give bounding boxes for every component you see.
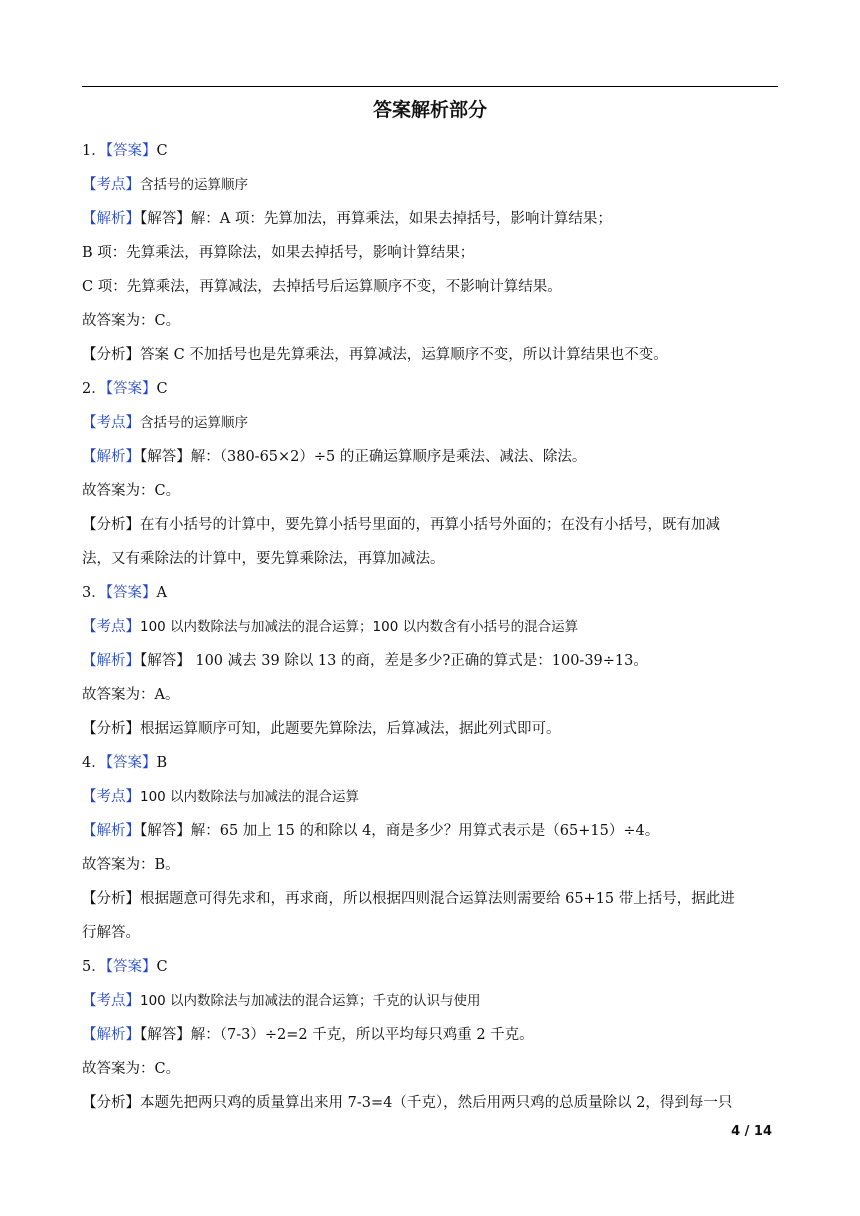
line-text: 【解答】 100 减去 39 除以 13 的商，差是多少?正确的算式是：100-39÷13。 <box>140 653 648 669</box>
point-line <box>82 610 778 644</box>
line-text: 【分析】在有小括号的计算中，要先算小括号里面的，再算小括号外面的；在没有小括号，既有加减 <box>82 517 720 533</box>
point-tag: 【考点】 <box>82 619 140 635</box>
point-line <box>82 780 778 814</box>
top-rule <box>82 86 778 87</box>
answer-value: A <box>156 585 167 601</box>
line-text: 行解答。 <box>82 925 140 941</box>
line-text: 故答案为：B。 <box>82 857 180 873</box>
text-line <box>82 1086 778 1120</box>
text-line <box>82 236 778 270</box>
point-text: 100 以内数除法与加减法的混合运算；千克的认识与使用 <box>140 993 481 1009</box>
answer-value: C <box>156 143 168 159</box>
analysis-line <box>82 644 778 678</box>
point-line <box>82 984 778 1018</box>
analysis-tag: 【解析】 <box>82 449 140 465</box>
text-line <box>82 338 778 372</box>
answer-line <box>82 576 778 610</box>
point-line <box>82 406 778 440</box>
point-text: 含括号的运算顺序 <box>140 415 248 431</box>
point-tag: 【考点】 <box>82 415 140 431</box>
point-text: 100 以内数除法与加减法的混合运算；100 以内数含有小括号的混合运算 <box>140 619 579 635</box>
analysis-line <box>82 1018 778 1052</box>
point-tag: 【考点】 <box>82 177 140 193</box>
analysis-tag: 【解析】 <box>82 211 140 227</box>
point-tag: 【考点】 <box>82 789 140 805</box>
line-text: 【分析】根据题意可得先求和，再求商，所以根据四则混合运算法则需要给 65+15 带上括号，据此进 <box>82 891 735 907</box>
answer-value: C <box>156 959 168 975</box>
analysis-tag: 【解析】 <box>82 653 140 669</box>
answer-line <box>82 746 778 780</box>
page-title: 答案解析部分 <box>372 99 487 121</box>
point-text: 100 以内数除法与加减法的混合运算 <box>140 789 360 805</box>
answer-tag: 【答案】 <box>105 755 157 771</box>
text-line <box>82 712 778 746</box>
line-text: 【解答】解：65 加上 15 的和除以 4，商是多少？用算式表示是（65+15）÷4。 <box>140 823 660 839</box>
answer-content <box>82 134 778 1120</box>
text-line <box>82 848 778 882</box>
question-number: 3． <box>82 585 106 601</box>
point-line <box>82 168 778 202</box>
answer-line <box>82 950 778 984</box>
analysis-tag: 【解析】 <box>82 823 140 839</box>
line-text: 故答案为：C。 <box>82 313 181 329</box>
answer-tag: 【答案】 <box>105 381 157 397</box>
answer-value: B <box>156 755 168 771</box>
text-line <box>82 882 778 916</box>
text-line <box>82 508 778 542</box>
question-number: 4． <box>82 755 106 771</box>
analysis-line <box>82 814 778 848</box>
line-text: 故答案为：C。 <box>82 1061 181 1077</box>
line-text: 【分析】本题先把两只鸡的质量算出来用 7-3=4（千克），然后用两只鸡的总质量除以 2，得到每一只 <box>82 1095 733 1111</box>
line-text: 故答案为：C。 <box>82 483 181 499</box>
answer-line <box>82 134 778 168</box>
answer-tag: 【答案】 <box>105 959 157 975</box>
line-text: C 项：先算乘法，再算减法，去掉括号后运算顺序不变，不影响计算结果。 <box>82 279 562 295</box>
text-line <box>82 304 778 338</box>
question-number: 5． <box>82 959 106 975</box>
line-text: 【解答】解：A 项：先算加法，再算乘法，如果去掉括号，影响计算结果； <box>140 211 612 227</box>
answer-value: C <box>156 381 168 397</box>
answer-tag: 【答案】 <box>105 585 157 601</box>
line-text: 【解答】解：（7-3）÷2=2 千克，所以平均每只鸡重 2 千克。 <box>140 1027 534 1043</box>
question-number: 1． <box>82 143 106 159</box>
analysis-line <box>82 440 778 474</box>
line-text: 【分析】答案 C 不加括号也是先算乘法，再算减法，运算顺序不变，所以计算结果也不变。 <box>82 347 668 363</box>
text-line <box>82 1052 778 1086</box>
answer-tag: 【答案】 <box>105 143 157 159</box>
question-number: 2． <box>82 381 106 397</box>
point-text: 含括号的运算顺序 <box>140 177 248 193</box>
line-text: 故答案为：A。 <box>82 687 180 703</box>
analysis-tag: 【解析】 <box>82 1027 140 1043</box>
text-line <box>82 916 778 950</box>
line-text: 【分析】根据运算顺序可知，此题要先算除法，后算减法，据此列式即可。 <box>82 721 561 737</box>
line-text: B 项：先算乘法，再算除法，如果去掉括号，影响计算结果； <box>82 245 475 261</box>
page-number: 4 / 14 <box>731 1124 772 1139</box>
line-text: 法，又有乘除法的计算中，要先算乘除法，再算加减法。 <box>82 551 445 567</box>
answer-line <box>82 372 778 406</box>
text-line <box>82 474 778 508</box>
text-line <box>82 542 778 576</box>
line-text: 【解答】解：（380-65×2）÷5 的正确运算顺序是乘法、减法、除法。 <box>140 449 587 465</box>
text-line <box>82 270 778 304</box>
analysis-line <box>82 202 778 236</box>
text-line <box>82 678 778 712</box>
point-tag: 【考点】 <box>82 993 140 1009</box>
